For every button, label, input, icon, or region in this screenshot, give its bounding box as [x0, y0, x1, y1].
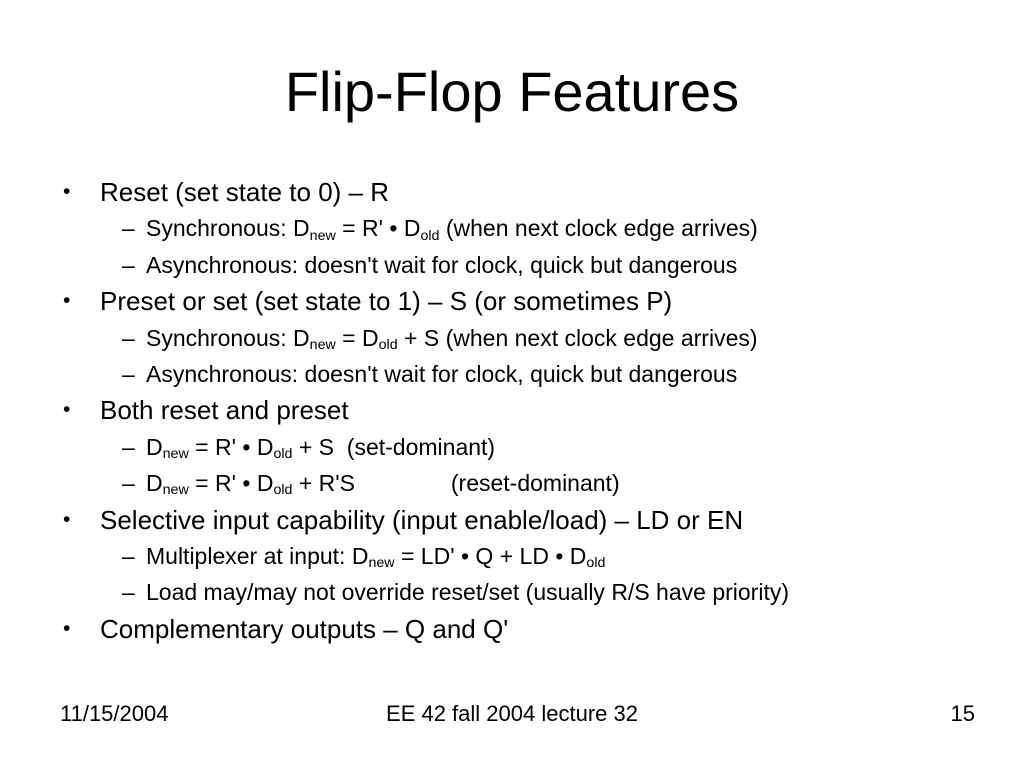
- text-segment: + R'S (reset-dominant): [292, 470, 620, 497]
- text-segment: Asynchronous: doesn't wait for clock, quick but dangerous: [146, 251, 738, 278]
- text-segment: Multiplexer at input: D: [146, 543, 369, 570]
- subscript-text: old: [420, 227, 440, 244]
- bullet-item: [0, 502, 1024, 538]
- text-segment: D: [146, 470, 163, 497]
- sub-bullet-item: [0, 429, 1024, 465]
- text-segment: = LD' • Q + LD • D: [394, 543, 587, 570]
- bullet-item: [0, 392, 1024, 428]
- sub-bullet-item: [0, 465, 1024, 501]
- subscript-text: old: [273, 445, 293, 462]
- sub-bullet-item: [0, 320, 1024, 356]
- subscript-text: new: [162, 445, 189, 462]
- text-segment: Synchronous: D: [146, 215, 310, 242]
- text-segment: Complementary outputs – Q and Q': [100, 613, 509, 644]
- dash-marker: –: [122, 470, 135, 497]
- sub-bullet-item: [0, 247, 1024, 283]
- bullet-text: [146, 356, 1024, 392]
- bullet-list: [0, 174, 1024, 647]
- dash-marker: –: [122, 324, 135, 351]
- dash-marker: –: [122, 433, 135, 460]
- sub-bullet-item: [0, 356, 1024, 392]
- bullet-dot-marker: •: [63, 398, 71, 422]
- subscript-text: new: [368, 555, 395, 572]
- bullet-text: [146, 247, 1024, 283]
- bullet-dot-marker: •: [63, 180, 71, 203]
- text-segment: = R' • D: [188, 433, 274, 460]
- bullet-text: [100, 502, 1024, 538]
- footer-page-number: 15: [950, 701, 975, 726]
- bullet-text: [146, 574, 1024, 610]
- dash-marker: –: [122, 579, 135, 606]
- text-segment: = R' • D: [188, 470, 274, 497]
- bullet-text: [100, 174, 1024, 210]
- bullet-text: [146, 538, 1024, 574]
- bullet-item: [0, 611, 1024, 647]
- sub-bullet-item: [0, 210, 1024, 246]
- text-segment: Load may/may not override reset/set (usually R/S have priority): [146, 579, 789, 606]
- bullet-text: [100, 392, 1024, 428]
- bullet-text: [146, 210, 1024, 246]
- dash-marker: –: [122, 251, 135, 278]
- text-segment: Preset or set (set state to 1) – S (or sometimes P): [100, 286, 673, 317]
- subscript-text: new: [309, 336, 336, 353]
- dash-marker: –: [122, 361, 135, 388]
- text-segment: = D: [335, 324, 379, 351]
- bullet-text: [146, 429, 1024, 465]
- subscript-text: new: [162, 482, 189, 499]
- text-segment: + S (set-dominant): [292, 433, 496, 460]
- bullet-dot-marker: •: [63, 616, 71, 640]
- bullet-text: [146, 320, 1024, 356]
- text-segment: = R' • D: [335, 215, 421, 242]
- bullet-dot-marker: •: [63, 289, 71, 313]
- text-segment: Reset (set state to 0) – R: [100, 177, 390, 207]
- slide-title: Flip-Flop Features: [284, 60, 740, 123]
- text-segment: Synchronous: D: [146, 324, 310, 351]
- subscript-text: old: [378, 336, 398, 353]
- text-segment: Selective input capability (input enable/load) – LD or EN: [100, 504, 744, 535]
- text-segment: Both reset and preset: [100, 395, 349, 426]
- subscript-text: new: [309, 227, 336, 244]
- subscript-text: old: [273, 482, 293, 499]
- footer-course-label: EE 42 fall 2004 lecture 32: [386, 701, 638, 726]
- text-segment: (when next clock edge arrives): [439, 215, 758, 242]
- sub-bullet-item: [0, 574, 1024, 610]
- bullet-dot-marker: •: [63, 507, 71, 531]
- subscript-text: old: [586, 555, 606, 572]
- bullet-item: [0, 283, 1024, 319]
- dash-marker: –: [122, 543, 135, 570]
- text-segment: D: [146, 433, 163, 460]
- bullet-text: [100, 611, 1024, 647]
- bullet-item: [0, 174, 1024, 210]
- dash-marker: –: [122, 215, 135, 242]
- text-segment: Asynchronous: doesn't wait for clock, quick but dangerous: [146, 361, 738, 388]
- text-segment: + S (when next clock edge arrives): [397, 324, 758, 351]
- footer-date: 11/15/2004: [60, 701, 169, 726]
- sub-bullet-item: [0, 538, 1024, 574]
- bullet-text: [100, 283, 1024, 319]
- bullet-text: [146, 465, 1024, 501]
